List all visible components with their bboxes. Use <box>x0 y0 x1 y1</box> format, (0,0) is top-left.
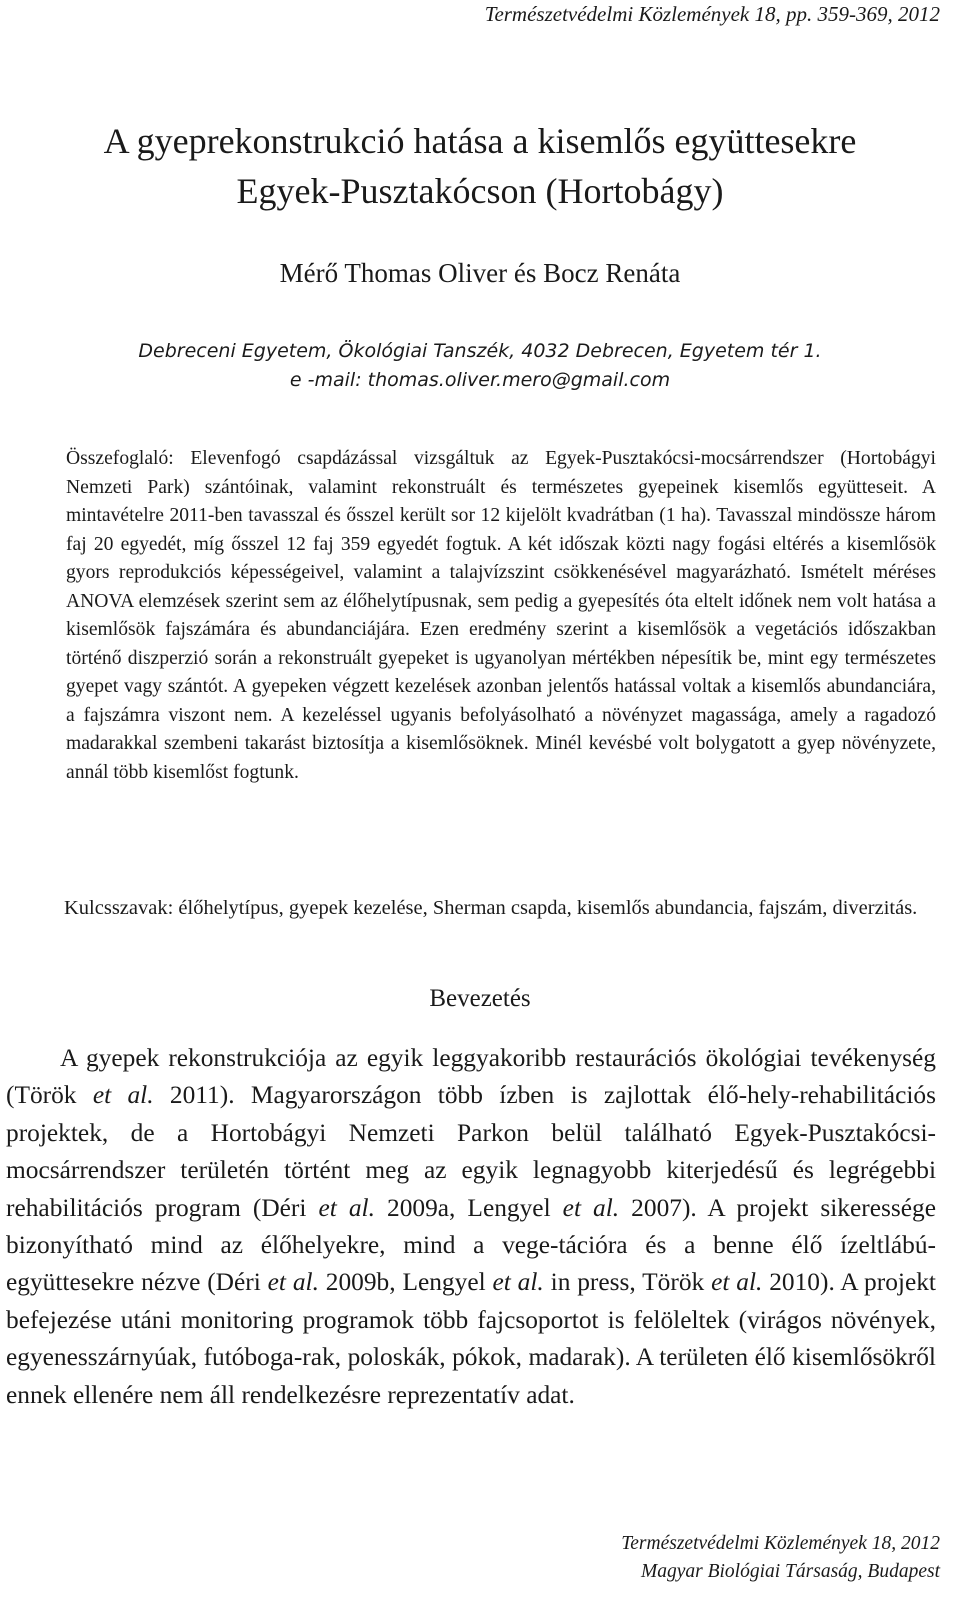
citation-etal: et al. <box>492 1268 544 1297</box>
citation-etal: et al. <box>318 1193 375 1222</box>
section-heading: Bevezetés <box>429 985 531 1012</box>
running-header: Természetvédelmi Közlemények 18, pp. 359-369, 2012 <box>484 2 940 26</box>
citation-etal: et al. <box>267 1268 319 1297</box>
title-line-2: Egyek-Pusztakócson (Hortobágy) <box>236 171 724 211</box>
body-text: A gyepek rekonstrukciója az egyik leggyakoribb restaurációs ökológiai tevékenység (Török <box>6 1044 936 1110</box>
citation-etal: et al. <box>711 1268 763 1297</box>
affiliation-address: Debreceni Egyetem, Ökológiai Tanszék, 4032 Debrecen, Egyetem tér 1. <box>138 340 822 362</box>
body-text: 2009b, Lengyel <box>318 1268 493 1297</box>
body-text: 2011). Magyarországon több ízben is zajlottak élő-hely-rehabilitációs projektek, de a Hortobágyi Nemzeti Parkon belül található Egyek-Pusztakócsi-mocsárrendszer területén történt meg az egyik legnagyobb kiterjedésű és legrégebbi rehabilitációs program (Déri <box>6 1081 936 1222</box>
citation-etal: et al. <box>562 1193 620 1222</box>
footer <box>621 1530 940 1586</box>
citation-etal: et al. <box>92 1081 154 1110</box>
footer-publisher: Magyar Biológiai Társaság, Budapest <box>640 1561 940 1582</box>
body-paragraph <box>6 1040 936 1414</box>
authors: Mérő Thomas Oliver és Bocz Renáta <box>279 258 681 288</box>
body-text: 2009a, Lengyel <box>374 1193 563 1222</box>
body-text: in press, Török <box>543 1268 712 1297</box>
footer-journal: Természetvédelmi Közlemények 18, 2012 <box>621 1533 940 1554</box>
title-line-1: A gyeprekonstrukció hatása a kisemlős együttesekre <box>103 121 857 161</box>
keywords: Kulcsszavak: élőhelytípus, gyepek kezelése, Sherman csapda, kisemlős abundancia, fajszám, diverzitás. <box>64 897 918 919</box>
body-text: 2007). A projekt sikeressége bizonyítható mind az élőhelyekre, mind a vege-tációra és a benne élő ízeltlábú-együttesekre nézve (Déri <box>6 1193 936 1297</box>
article-title <box>0 116 960 216</box>
affiliation <box>0 337 960 395</box>
body-text: 2010). A projekt befejezése utáni monitoring programok több fajcsoportot is felöleltek (virágos növények, egyenesszárnyúak, futóboga-rak, poloskák, pókok, madarak). A területen élő kisemlősökről ennek ellenére nem áll rendelkezésre reprezentatív adat. <box>6 1268 936 1409</box>
abstract: Összefoglaló: Elevenfogó csapdázással vizsgáltuk az Egyek-Pusztakócsi-mocsárrendszer (Hortobágyi Nemzeti Park) szántóinak, valamint rekonstruált és természetes gyepeinek kisemlős együtteseit. A mintavételre 2011-ben tavasszal és ősszel került sor 12 kijelölt kvadrátban (1 ha). Tavasszal mindössze három faj 20 egyedét, míg ősszel 12 faj 359 egyedét fogtuk. A két időszak közti nagy fogási eltérés a kisemlősök gyors reprodukciós képességeivel, valamint a talajvízszint csökkenésével magyarázható. Ismételt méréses ANOVA elemzések szerint sem az élőhelytípusnak, sem pedig a gyepesítés óta eltelt időnek nem volt hatása a kisemlősök fajszámára és abundanciájára. Ezen eredmény szerint a kisemlősök a vegetációs időszakban történő diszperzió során a rekonstruált gyepeket is ugyanolyan mértékben népesítik be, mint egy természetes gyepet vagy szántót. A gyepeken végzett kezelések azonban jelentős hatással voltak a kisemlős abundanciára, a fajszámra viszont nem. A kezeléssel ugyanis befolyásolható a növényzet magassága, amely a ragadozó madarakkal szembeni takarást biztosítja a kisemlősöknek. Minél kevésbé volt bolygatott a gyep növényzete, annál több kisemlőst fogtunk. <box>66 448 936 783</box>
affiliation-email[interactable]: e -mail: thomas.oliver.mero@gmail.com <box>289 369 671 391</box>
